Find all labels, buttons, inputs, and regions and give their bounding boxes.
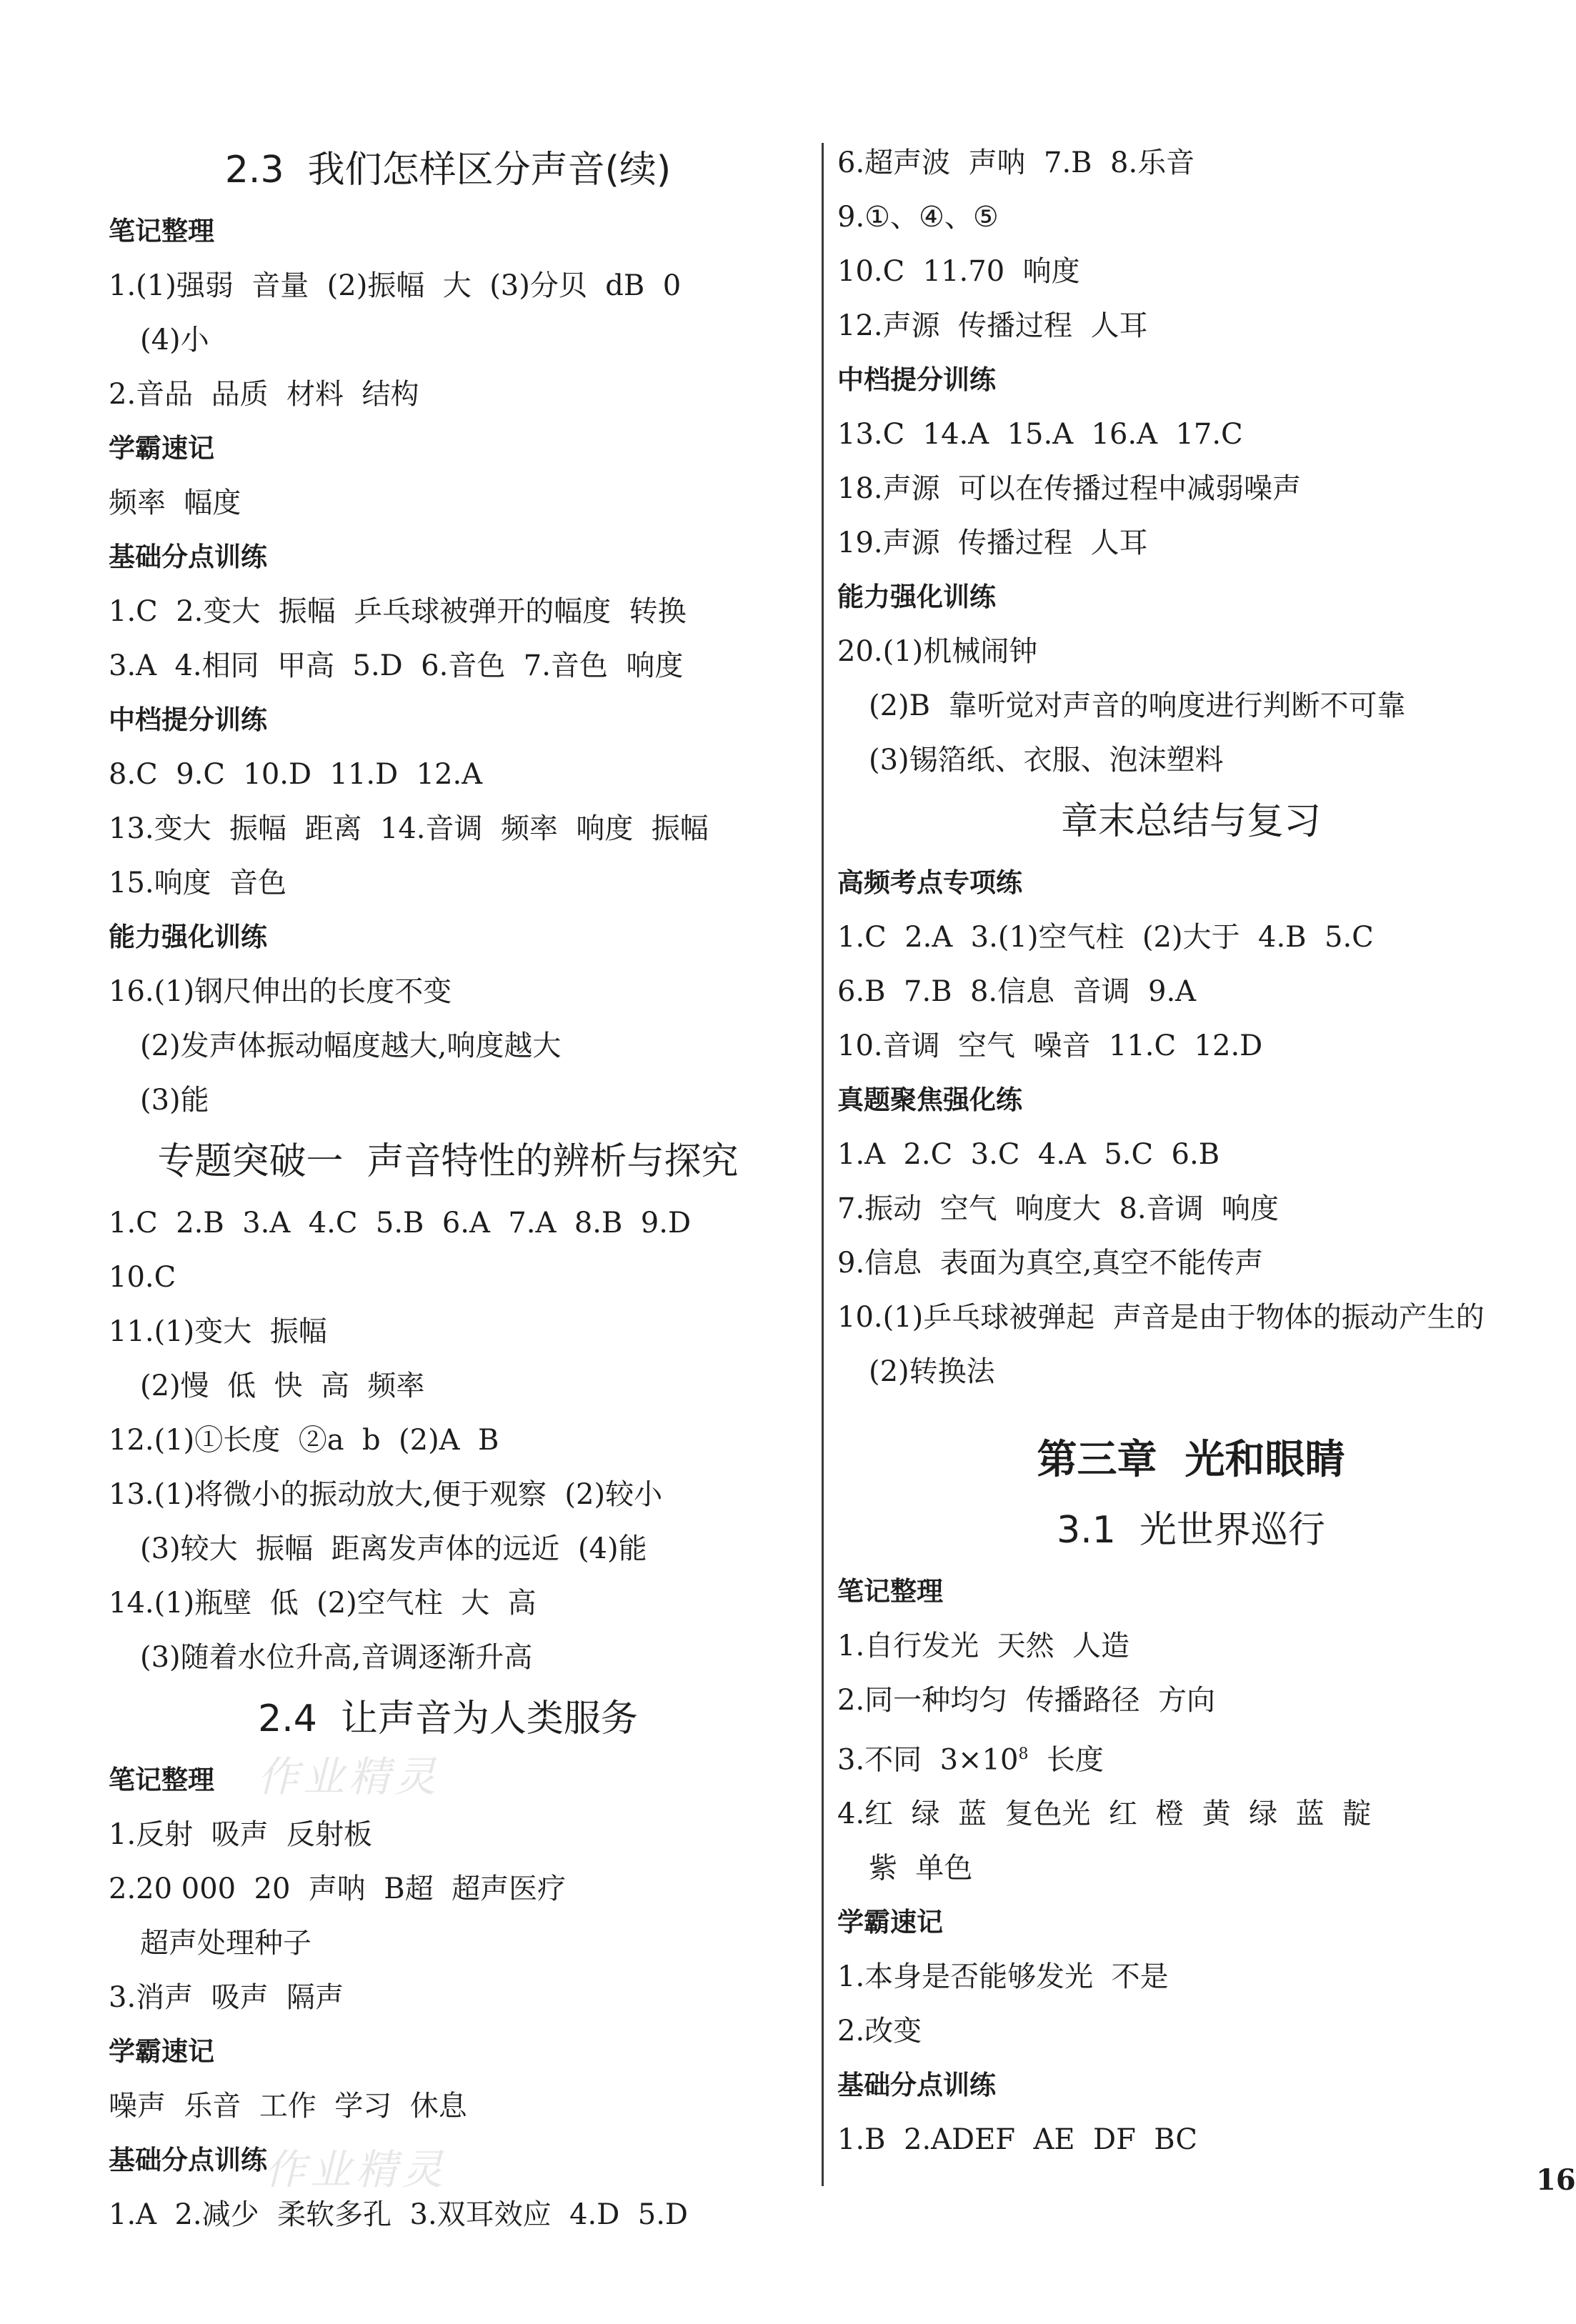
chapter-title: 第三章 光和眼睛 (1037, 1437, 1345, 1483)
answer-line: 4.红 绿 蓝 复色光 红 橙 黄 绿 蓝 靛 (837, 1797, 1372, 1831)
answer-line: 13.(1)将微小的振动放大,便于观察 (2)较小 (109, 1478, 663, 1511)
section-title: 章末总结与复习 (1060, 800, 1321, 843)
subsection-heading: 能力强化训练 (837, 582, 996, 612)
answer-line: 6.超声波 声呐 7.B 8.乐音 (837, 146, 1195, 179)
watermark-text-2: 作业精灵 (264, 2145, 448, 2194)
answer-text: 长度 (1028, 1743, 1104, 1777)
subsection-heading: 学霸速记 (109, 2036, 214, 2067)
answer-line: 11.(1)变大 振幅 (109, 1315, 327, 1348)
answer-line: 紫 单色 (869, 1852, 973, 1885)
watermark-text: 作业精灵 (257, 1752, 441, 1801)
answer-line: 10.C 11.70 响度 (837, 255, 1080, 288)
answer-line: (2)慢 低 快 高 频率 (140, 1370, 425, 1402)
answer-line: 12.声源 传播过程 人耳 (837, 309, 1148, 342)
answer-line: 1.(1)强弱 音量 (2)振幅 大 (3)分贝 dB 0 (109, 269, 682, 302)
answer-line: 10.C (109, 1261, 176, 1294)
subsection-heading: 真题聚焦强化练 (837, 1084, 1022, 1115)
answer-line: 1.C 2.变大 振幅 乒乓球被弹开的幅度 转换 (109, 595, 687, 628)
answer-text: 3.不同 3×10 (837, 1743, 1019, 1777)
answer-line: 3.消声 吸声 隔声 (109, 1981, 344, 2014)
subsection-heading: 基础分点训练 (109, 542, 267, 572)
answer-line: (2)B 靠听觉对声音的响度进行判断不可靠 (869, 689, 1406, 722)
subsection-heading: 能力强化训练 (109, 922, 267, 952)
answer-line: 15.响度 音色 (109, 867, 287, 899)
section-title: 2.4 让声音为人类服务 (258, 1697, 638, 1740)
answer-line: (3)较大 振幅 距离发声体的远近 (4)能 (140, 1532, 647, 1565)
answer-line: 6.B 7.B 8.信息 音调 9.A (837, 975, 1197, 1008)
section-title: 2.3 我们怎样区分声音(续) (224, 149, 672, 191)
answer-line: 1.C 2.A 3.(1)空气柱 (2)大于 4.B 5.C (837, 921, 1374, 954)
page-number: 16 (1536, 2163, 1576, 2197)
answer-line: 9.信息 表面为真空,真空不能传声 (837, 1247, 1264, 1280)
answer-line: 2.音品 品质 材料 结构 (109, 378, 419, 411)
answer-line: 3.A 4.相同 甲高 5.D 6.音色 7.音色 响度 (109, 649, 684, 682)
exponent: 8 (1018, 1745, 1029, 1763)
subsection-heading: 学霸速记 (837, 1907, 943, 1938)
answer-line: 1.自行发光 天然 人造 (837, 1630, 1130, 1662)
answer-line: (4)小 (140, 324, 209, 356)
answer-line: 9.①、④、⑤ (837, 201, 999, 234)
answer-line: 1.反射 吸声 反射板 (109, 1818, 373, 1851)
answer-line: 18.声源 可以在传播过程中减弱噪声 (837, 472, 1302, 505)
answer-line: 1.B 2.ADEF AE DF BC (837, 2123, 1198, 2157)
answer-line: (2)转换法 (869, 1355, 995, 1388)
subsection-heading: 笔记整理 (109, 1765, 214, 1795)
answer-line: 16.(1)钢尺伸出的长度不变 (109, 975, 452, 1008)
answer-line: 19.声源 传播过程 人耳 (837, 527, 1148, 559)
subsection-heading: 基础分点训练 (837, 2070, 996, 2101)
answer-line: 12.(1)①长度 ②a b (2)A B (109, 1424, 499, 1457)
subsection-heading: 笔记整理 (109, 216, 214, 246)
answer-line: 1.本身是否能够发光 不是 (837, 1960, 1169, 1994)
left-column (109, 136, 787, 2242)
answer-line (837, 1727, 1545, 1787)
answer-line: 13.C 14.A 15.A 16.A 17.C (837, 418, 1243, 451)
answer-line: 8.C 9.C 10.D 11.D 12.A (109, 758, 483, 791)
subsection-heading: 中档提分训练 (109, 704, 267, 735)
right-column (837, 136, 1545, 2167)
column-divider (822, 143, 824, 2186)
subsection-heading: 高频考点专项练 (837, 867, 1022, 898)
answer-line: 2.改变 (837, 2015, 922, 2048)
answer-line: 超声处理种子 (140, 1927, 311, 1960)
subsection-heading: 学霸速记 (109, 433, 214, 464)
answer-line: 2.20 000 20 声呐 B超 超声医疗 (109, 1872, 567, 1905)
answer-line: 7.振动 空气 响度大 8.音调 响度 (837, 1192, 1280, 1225)
answer-line: (3)能 (140, 1084, 209, 1117)
answer-line: 频率 幅度 (109, 487, 241, 519)
answer-line: 14.(1)瓶壁 低 (2)空气柱 大 高 (109, 1587, 537, 1620)
answer-line: 2.同一种均匀 传播路径 方向 (837, 1684, 1216, 1717)
answer-line: 1.C 2.B 3.A 4.C 5.B 6.A 7.A 8.B 9.D (109, 1207, 692, 1240)
section-title: 3.1 光世界巡行 (1057, 1509, 1325, 1552)
answer-line: 13.变大 振幅 距离 14.音调 频率 响度 振幅 (109, 812, 709, 845)
answer-line: (2)发声体振动幅度越大,响度越大 (140, 1029, 562, 1062)
subsection-heading: 中档提分训练 (837, 364, 996, 395)
subsection-heading: 笔记整理 (837, 1576, 943, 1607)
answer-line: 10.(1)乒乓球被弹起 声音是由于物体的振动产生的 (837, 1301, 1485, 1334)
answer-line: (3)锡箔纸、衣服、泡沫塑料 (869, 744, 1224, 777)
answer-line: 1.A 2.C 3.C 4.A 5.C 6.B (837, 1138, 1220, 1171)
section-title: 专题突破一 声音特性的辨析与探究 (157, 1140, 739, 1183)
answer-line: 10.音调 空气 噪音 11.C 12.D (837, 1029, 1263, 1062)
answer-line: 噪声 乐音 工作 学习 休息 (109, 2090, 467, 2123)
answer-line: (3)随着水位升高,音调逐渐升高 (140, 1641, 533, 1674)
answer-line: 20.(1)机械闹钟 (837, 635, 1038, 668)
subsection-heading: 基础分点训练 (109, 2145, 267, 2175)
answer-line: 1.A 2.减少 柔软多孔 3.双耳效应 4.D 5.D (109, 2198, 688, 2231)
